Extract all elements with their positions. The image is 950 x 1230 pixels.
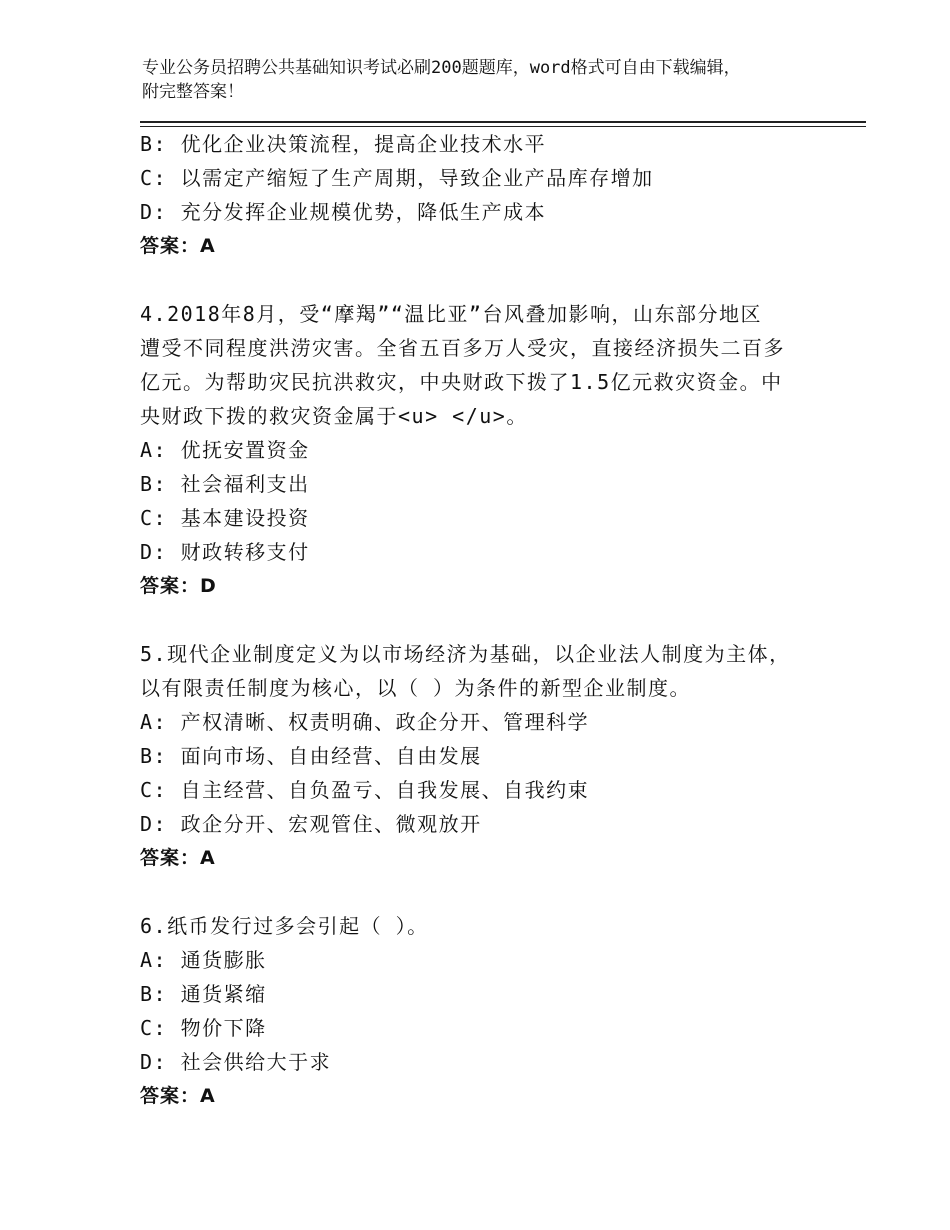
- question-5: [140, 637, 830, 875]
- option-c: C: 自主经营、自负盈亏、自我发展、自我约束: [140, 778, 590, 802]
- option-c: C: 基本建设投资: [140, 506, 310, 530]
- question-stem: 亿元。为帮助灾民抗洪救灾，中央财政下拨了1.5亿元救灾资金。中: [140, 370, 783, 394]
- option-b: B: 优化企业决策流程，提高企业技术水平: [140, 132, 547, 156]
- option-c: C: 以需定产缩短了生产周期，导致企业产品库存增加: [140, 166, 654, 190]
- question-stem: 5.现代企业制度定义为以市场经济为基础，以企业法人制度为主体，: [140, 642, 791, 666]
- question-3-tail: [140, 127, 830, 263]
- answer: 答案：D: [140, 575, 217, 597]
- answer: 答案：A: [140, 847, 216, 869]
- option-b: B: 社会福利支出: [140, 472, 310, 496]
- question-stem: 6.纸币发行过多会引起（ ）。: [140, 914, 429, 938]
- option-d: D: 财政转移支付: [140, 540, 310, 564]
- option-a: A: 通货膨胀: [140, 948, 267, 972]
- header-rule-thick: [140, 121, 866, 123]
- question-list: [140, 127, 830, 1113]
- option-b: B: 面向市场、自由经营、自由发展: [140, 744, 482, 768]
- answer: 答案：A: [140, 235, 216, 257]
- question-stem: 遭受不同程度洪涝灾害。全省五百多万人受灾，直接经济损失二百多: [140, 336, 785, 360]
- question-stem: 以有限责任制度为核心，以（ ）为条件的新型企业制度。: [140, 676, 692, 700]
- header-line-2: 附完整答案！: [142, 82, 244, 102]
- question-6: [140, 909, 830, 1113]
- option-d: D: 充分发挥企业规模优势，降低生产成本: [140, 200, 547, 224]
- question-stem: 央财政下拨的救灾资金属于<u> </u>。: [140, 404, 528, 428]
- option-d: D: 政企分开、宏观管住、微观放开: [140, 812, 482, 836]
- page-header: [142, 56, 822, 104]
- answer: 答案：A: [140, 1085, 216, 1107]
- question-4: [140, 297, 830, 603]
- option-b: B: 通货紧缩: [140, 982, 267, 1006]
- option-d: D: 社会供给大于求: [140, 1050, 332, 1074]
- option-a: A: 优抚安置资金: [140, 438, 310, 462]
- option-c: C: 物价下降: [140, 1016, 267, 1040]
- header-line-1: 专业公务员招聘公共基础知识考试必刷200题题库，word格式可自由下载编辑，: [142, 58, 741, 78]
- option-a: A: 产权清晰、权责明确、政企分开、管理科学: [140, 710, 590, 734]
- question-stem: 4.2018年8月，受“摩羯”“温比亚”台风叠加影响，山东部分地区: [140, 302, 762, 326]
